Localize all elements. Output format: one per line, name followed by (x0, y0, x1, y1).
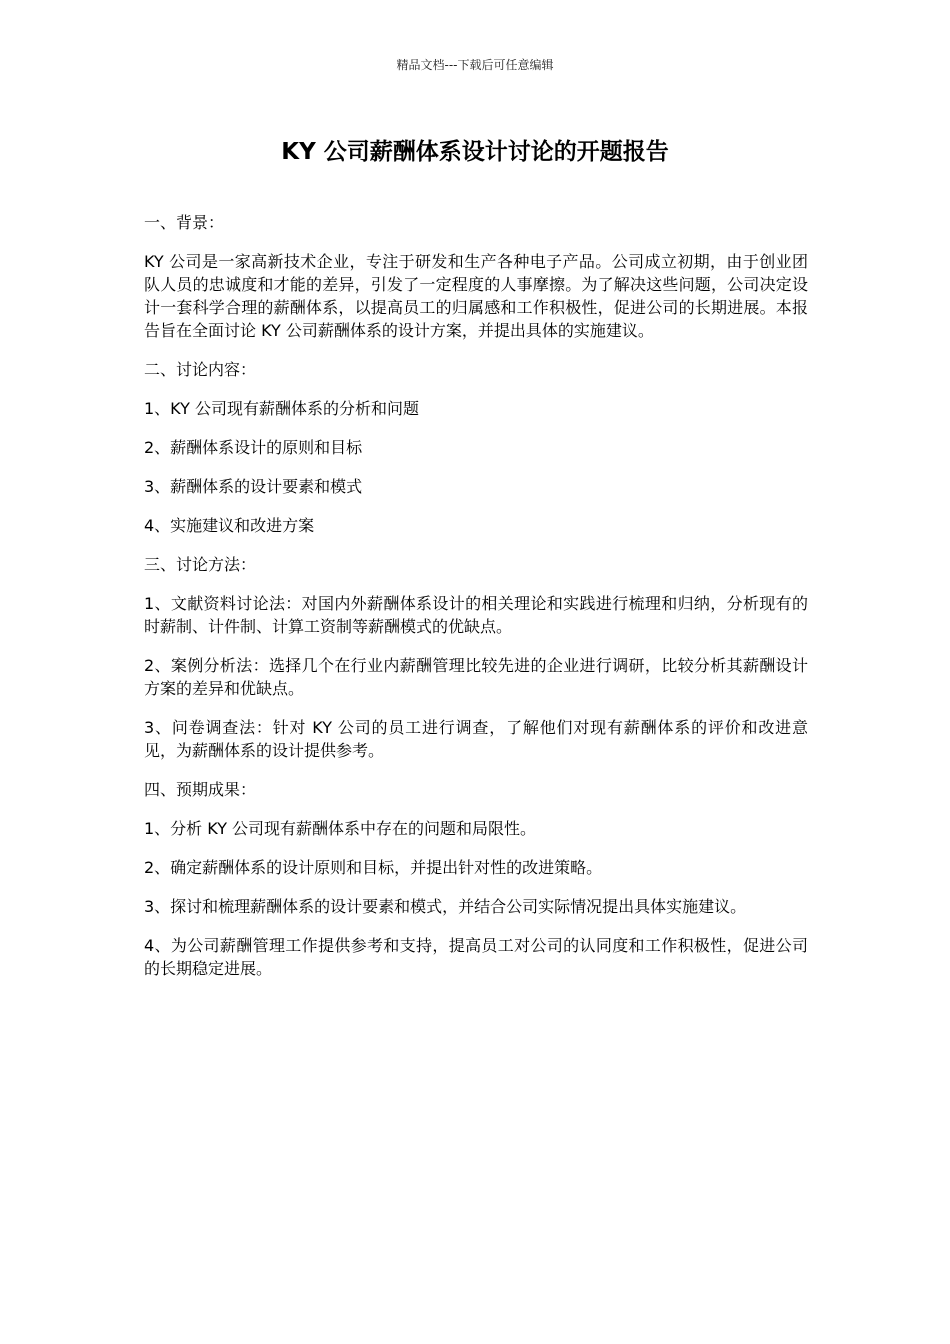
list-item: 4、实施建议和改进方案 (144, 516, 315, 535)
list-item: 1、KY 公司现有薪酬体系的分析和问题 (144, 399, 419, 418)
list-item: 4、为公司薪酬管理工作提供参考和支持，提高员工对公司的认同度和工作积极性，促进公司的长期稳定进展。 (144, 936, 808, 978)
list-item: 2、薪酬体系设计的原则和目标 (144, 438, 363, 457)
section-heading-content: 二、讨论内容： (144, 360, 257, 379)
section-heading-outcome: 四、预期成果： (144, 780, 257, 799)
list-item: 3、问卷调查法：针对 KY 公司的员工进行调查，了解他们对现有薪酬体系的评价和改进意见，为薪酬体系的设计提供参考。 (144, 718, 808, 760)
list-item: 3、薪酬体系的设计要素和模式 (144, 477, 363, 496)
document-title: KY 公司薪酬体系设计讨论的开题报告 (281, 139, 669, 165)
list-item: 3、探讨和梳理薪酬体系的设计要素和模式，并结合公司实际情况提出具体实施建议。 (144, 897, 747, 916)
section-heading-method: 三、讨论方法： (144, 555, 257, 574)
list-item: 1、文献资料讨论法：对国内外薪酬体系设计的相关理论和实践进行梳理和归纳，分析现有的时薪制、计件制、计算工资制等薪酬模式的优缺点。 (144, 594, 808, 636)
list-item: 2、案例分析法：选择几个在行业内薪酬管理比较先进的企业进行调研，比较分析其薪酬设计方案的差异和优缺点。 (144, 656, 808, 698)
list-item: 1、分析 KY 公司现有薪酬体系中存在的问题和局限性。 (144, 819, 537, 838)
paragraph-background: KY 公司是一家高新技术企业，专注于研发和生产各种电子产品。公司成立初期，由于创业团队人员的忠诚度和才能的差异，引发了一定程度的人事摩擦。为了解决这些问题，公司决定设计一套科学合理的薪酬体系，以提高员工的归属感和工作积极性，促进公司的长期进展。本报告旨在全面讨论 KY 公司薪酬体系的设计方案，并提出具体的实施建议。 (144, 252, 808, 340)
header-note: 精品文档---下载后可任意编辑 (396, 58, 554, 72)
section-heading-background: 一、背景： (144, 213, 225, 232)
list-item: 2、确定薪酬体系的设计原则和目标，并提出针对性的改进策略。 (144, 858, 603, 877)
document-body (144, 211, 808, 996)
